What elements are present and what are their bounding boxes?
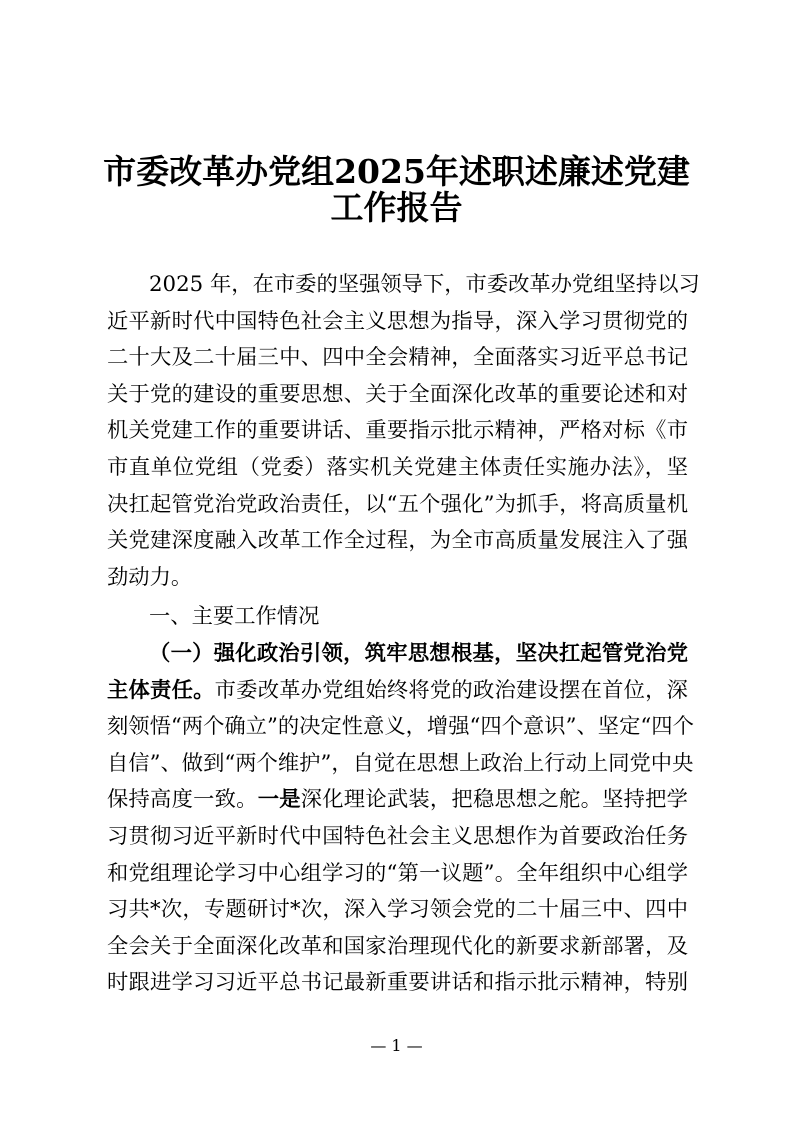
page-number: — 1 — xyxy=(370,1036,423,1055)
intro-line: 二十大及二十届三中、四中全会精神，全面落实习近平总书记 xyxy=(107,345,688,371)
subsection-heading-end: 主体责任。 xyxy=(107,677,215,703)
sub1-text: 市委改革办党组始终将党的政治建设摆在首位，深 xyxy=(214,677,688,703)
document-body xyxy=(107,267,700,1002)
sub1-line: 自信”、做到“两个维护”，自觉在思想上政治上行动上同党中央 xyxy=(107,750,694,776)
intro-line: 决扛起管党治党政治责任，以“五个强化”为抓手，将高质量机 xyxy=(107,491,688,517)
sub1-line xyxy=(107,782,688,819)
sub1-text: 深化理论武装，把稳思想之舵。坚持把学 xyxy=(300,787,688,813)
intro-line: 机关党建工作的重要讲话、重要指示批示精神，严格对标《市 xyxy=(107,418,688,444)
sub1-line: 习贯彻习近平新时代中国特色社会主义思想作为首要政治任务 xyxy=(107,823,688,849)
intro-line: 市直单位党组（党委）落实机关党建主体责任实施办法》，坚 xyxy=(107,454,688,480)
sub1-line: 和党组理论学习中心组学习的“第一议题”。全年组织中心组学 xyxy=(107,860,688,886)
intro-line: 2025 年，在市委的坚强领导下，市委改革办党组坚持以习 xyxy=(149,272,700,297)
intro-line: 关于党的建设的重要思想、关于全面深化改革的重要论述和对 xyxy=(107,381,688,407)
intro-line: 关党建深度融入改革工作全过程，为全市高质量发展注入了强 xyxy=(107,528,688,554)
intro-line: 劲动力。 xyxy=(107,564,193,590)
sub1-text: 保持高度一致。 xyxy=(107,787,258,813)
sub1-line: 全会关于全面深化改革和国家治理现代化的新要求新部署，及 xyxy=(107,933,688,959)
point-label: 一是 xyxy=(257,787,301,813)
section-heading: 一、主要工作情况 xyxy=(149,604,320,630)
sub1-line: 刻领悟“两个确立”的决定性意义，增强“四个意识”、坚定“四个 xyxy=(107,714,694,740)
subsection-heading: （一）强化政治引领，筑牢思想根基，坚决扛起管党治党 xyxy=(149,640,688,666)
sub1-line xyxy=(107,673,688,710)
document-title-line1: 市委改革办党组2025年述职述廉述党建 xyxy=(103,152,690,191)
sub1-line: 习共*次，专题研讨*次，深入学习领会党的二十届三中、四中 xyxy=(107,897,688,923)
sub1-line: 时跟进学习习近平总书记最新重要讲话和指示批示精神，特别 xyxy=(107,970,688,996)
intro-line: 近平新时代中国特色社会主义思想为指导，深入学习贯彻党的 xyxy=(107,308,688,334)
document-title-line2: 工作报告 xyxy=(330,188,463,227)
